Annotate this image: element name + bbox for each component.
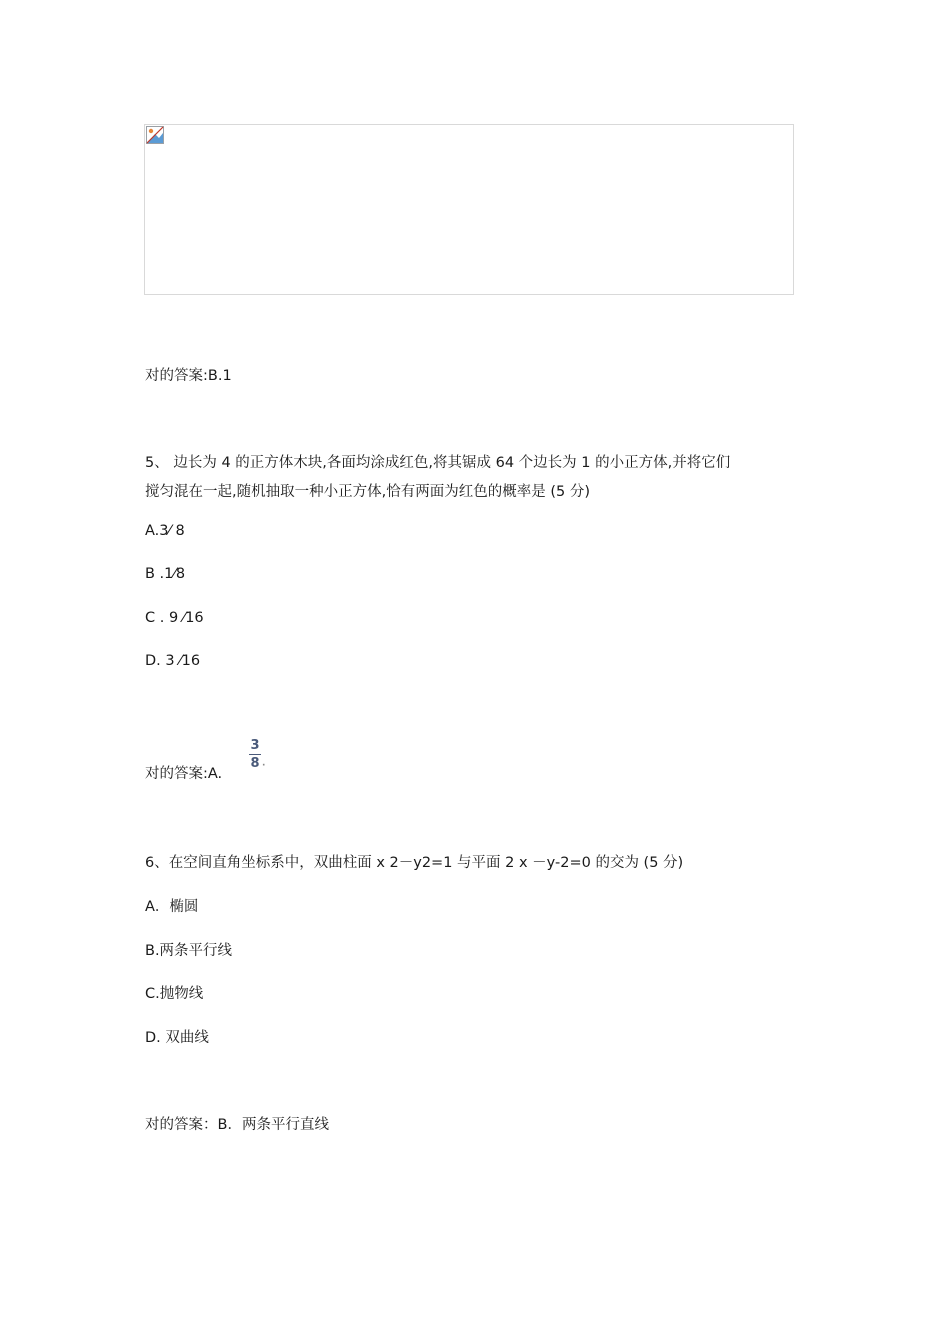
- question-5-stem-line1: 5、 边长为 4 的正方体木块,各面均涂成红色,将其锯成 64 个边长为 1 的小正方体,并将它们: [145, 455, 731, 471]
- question-6-option-c: C.抛物线: [145, 986, 204, 1002]
- answer-fraction: [247, 737, 266, 772]
- question-5-stem-line2: 搅匀混在一起,随机抽取一种小正方体,恰有两面为红色的概率是 (5 分): [145, 484, 590, 500]
- question-6-option-d: D. 双曲线: [145, 1030, 209, 1046]
- question-6-option-a: A．椭圆: [145, 899, 199, 915]
- fraction-numerator: 3: [250, 738, 260, 753]
- question-6-stem: 6、在空间直角坐标系中，双曲柱面 x 2－y2=1 与平面 2 x －y-2=0 的交为 (5 分): [145, 855, 684, 871]
- fraction-bar: [249, 754, 261, 755]
- question-5-option-c: C . 9 ⁄16: [145, 610, 204, 626]
- question-5-option-d: D. 3 ⁄16: [145, 653, 201, 669]
- image-placeholder: [144, 124, 794, 295]
- fraction-denominator: 8: [250, 756, 260, 771]
- broken-image-icon: [146, 126, 164, 144]
- answer-q5: 对的答案:A.: [145, 766, 223, 782]
- question-5-option-b: B .1⁄8: [145, 566, 186, 582]
- answer-q6: 对的答案：B．两条平行直线: [145, 1117, 329, 1133]
- question-6-option-b: B.两条平行线: [145, 943, 233, 959]
- question-5-option-a: A.3⁄ 8: [145, 523, 185, 539]
- answer-q4: 对的答案:B.1: [145, 368, 232, 384]
- fraction-dot: ·: [262, 761, 266, 771]
